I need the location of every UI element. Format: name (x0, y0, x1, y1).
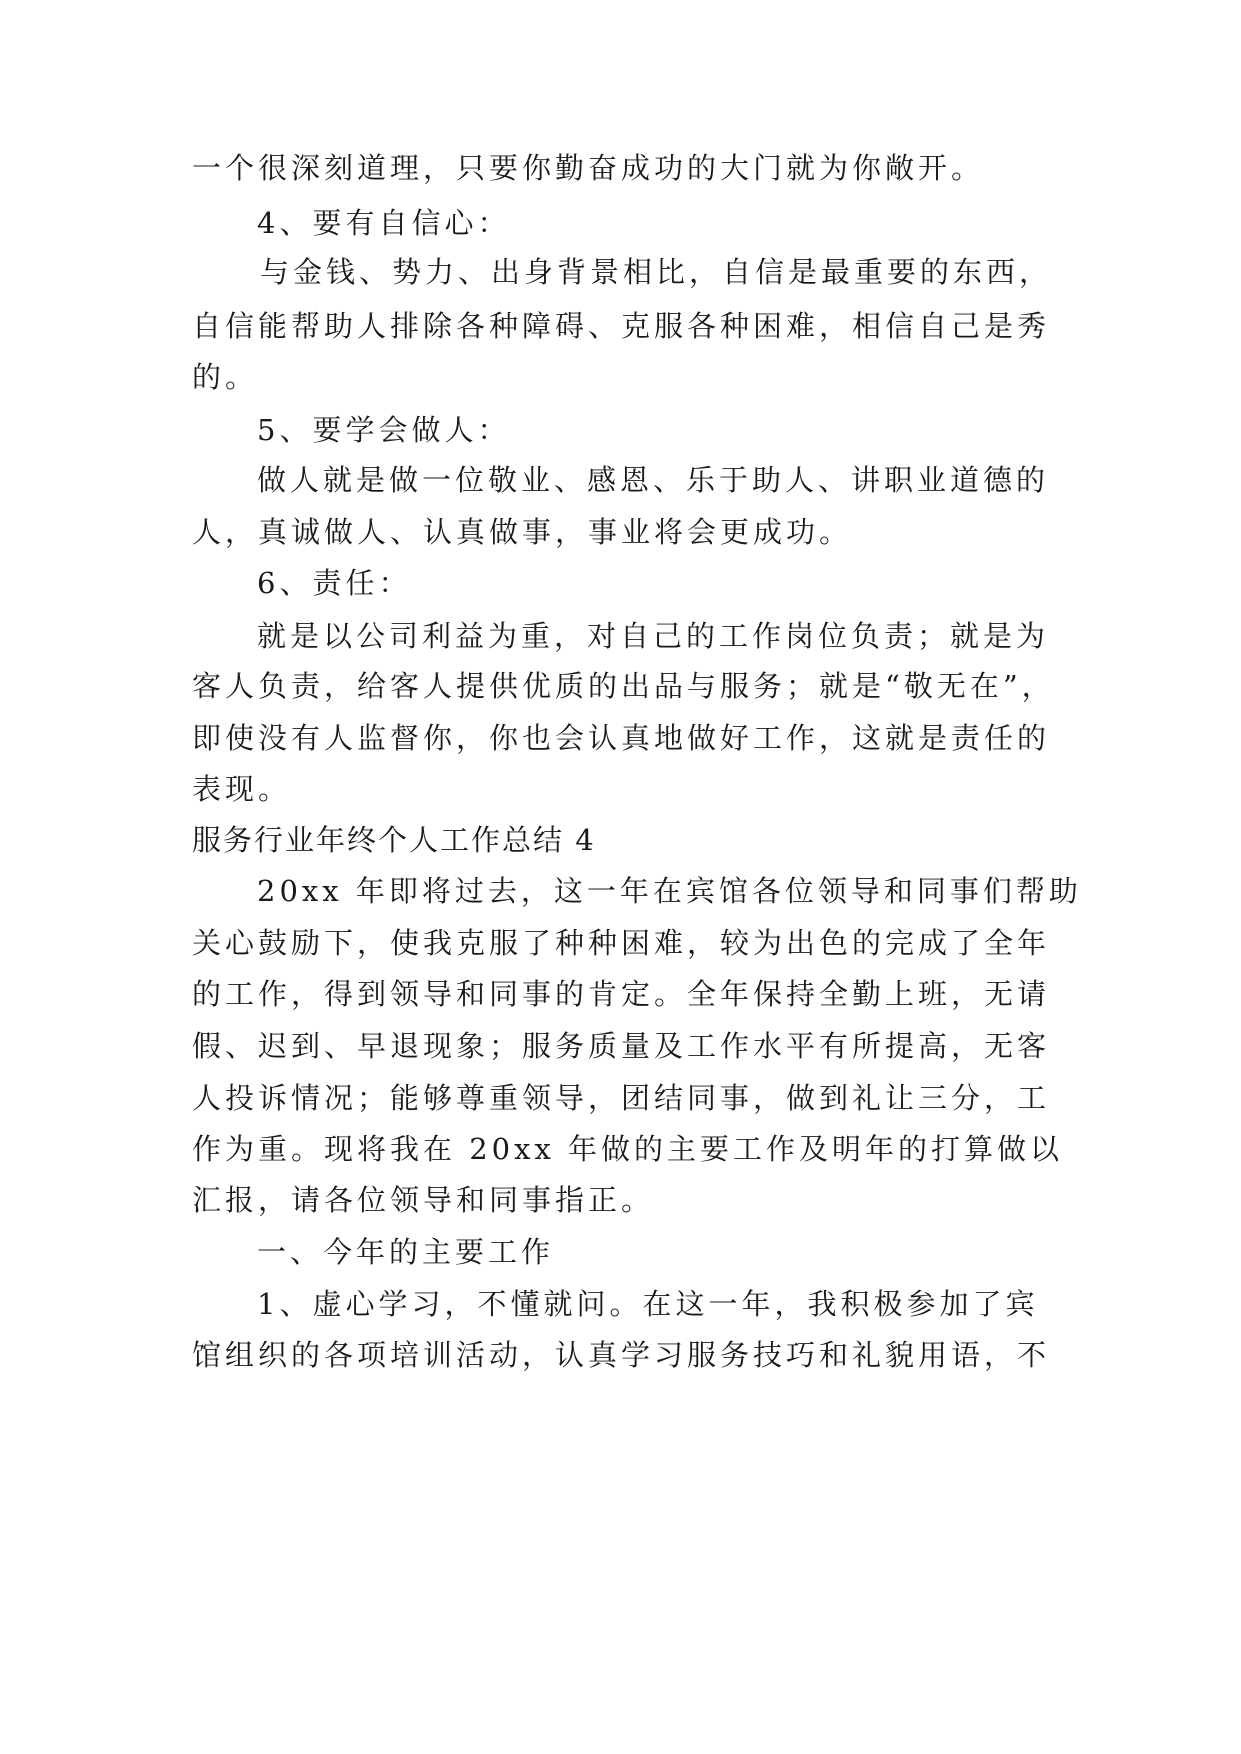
body-text-line: 做人就是做一位敬业、感恩、乐于助人、讲职业道德的 (257, 463, 1050, 497)
body-text-line: 即使没有人监督你，你也会认真地做好工作，这就是责任的 (192, 721, 1051, 755)
body-text-line: 的工作，得到领导和同事的肯定。全年保持全勤上班，无请 (192, 977, 1051, 1011)
section-heading: 一、今年的主要工作 (257, 1235, 555, 1269)
body-text-line: 就是以公司利益为重，对自己的工作岗位负责；就是为 (257, 619, 1050, 653)
body-text-line: 20xx 年即将过去，这一年在宾馆各位领导和同事们帮助 (257, 874, 1082, 908)
body-text-line: 关心鼓励下，使我克服了种种困难，较为出色的完成了全年 (192, 926, 1051, 960)
body-text-line: 的。 (192, 360, 259, 394)
body-text-line: 人，真诚做人、认真做事，事业将会更成功。 (192, 515, 853, 549)
body-text-line: 与金钱、势力、出身背景相比，自信是最重要的东西， (260, 255, 1053, 289)
section-heading: 4、要有自信心： (257, 206, 511, 240)
body-text-line: 人投诉情况；能够尊重领导，团结同事，做到礼让三分，工 (192, 1081, 1051, 1115)
body-text-line: 一个很深刻道理，只要你勤奋成功的大门就为你敞开。 (192, 151, 985, 185)
body-text-line: 作为重。现将我在 20xx 年做的主要工作及明年的打算做以 (192, 1132, 1064, 1166)
body-text-line: 客人负责，给客人提供优质的出品与服务；就是“敬无在”， (192, 669, 1055, 703)
body-text-line: 自信能帮助人排除各种障碍、克服各种困难，相信自己是秀 (192, 309, 1051, 343)
body-text-line: 馆组织的各项培训活动，认真学习服务技巧和礼貌用语，不 (192, 1338, 1051, 1372)
body-text-line: 假、迟到、早退现象；服务质量及工作水平有所提高，无客 (192, 1029, 1051, 1063)
section-heading: 6、责任： (257, 566, 412, 600)
section-heading: 5、要学会做人： (257, 413, 511, 447)
body-text-line: 1、虚心学习，不懂就问。在这一年，我积极参加了宾 (257, 1287, 1039, 1321)
document-title: 服务行业年终个人工作总结 4 (192, 823, 596, 857)
body-text-line: 汇报，请各位领导和同事指正。 (192, 1183, 655, 1217)
body-text-line: 表现。 (192, 772, 292, 806)
